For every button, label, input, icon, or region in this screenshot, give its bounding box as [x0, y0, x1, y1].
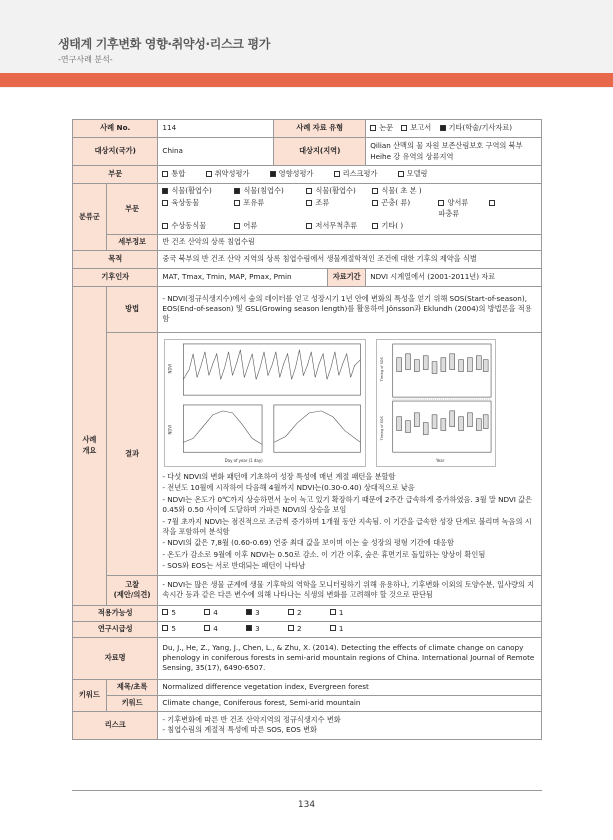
- applicability-label: 적용가능성: [73, 605, 158, 621]
- header-subtitle: -연구사례 분석-: [58, 55, 113, 64]
- keywords-label: 키워드: [73, 679, 107, 711]
- page-header: [0, 0, 613, 88]
- reference-value: Du, J., He, Z., Yang, J., Chen, L., & Zhu, X. (2014). Detecting the effects of climate change on canopy phenology in coniferous forests in semi-arid mountain regions of China. International Journal of Remote Sensing, 35(17), 6490-6507.: [158, 637, 542, 679]
- risk-value: [158, 711, 542, 739]
- ndvi-timeseries-figure: [164, 339, 366, 467]
- page-number: 134: [297, 800, 316, 810]
- keywords-value: Climate change, Coniferous forest, Semi-arid mountain: [158, 695, 542, 711]
- case-no-label: 사례 No.: [73, 120, 158, 138]
- checkbox-urg-3[interactable]: [246, 625, 252, 631]
- area-label: 대상지(지역): [274, 138, 366, 166]
- checkbox-risk[interactable]: [334, 171, 340, 177]
- period-label: 자료기간: [328, 268, 366, 286]
- data-type-options: 논문 보고서 기타(학술/기사자료): [366, 120, 542, 138]
- checkbox-fish[interactable]: [234, 223, 240, 229]
- climate-factor-value: MAT, Tmax, Tmin, MAP, Pmax, Pmin: [158, 268, 328, 286]
- checkbox-paper[interactable]: [370, 125, 376, 131]
- checkbox-plant-broadleaf-2[interactable]: [306, 188, 312, 194]
- detail-label: 세부정보: [106, 234, 158, 250]
- checkbox-app-4[interactable]: [204, 609, 210, 615]
- checkbox-urg-5[interactable]: [162, 625, 168, 631]
- result-label: 결과: [106, 332, 158, 575]
- checkbox-urg-2[interactable]: [288, 625, 294, 631]
- eos-boxes: [397, 411, 488, 435]
- taxon-label: 분류군: [73, 184, 107, 251]
- checkbox-urg-1[interactable]: [330, 625, 336, 631]
- svg-text:Timing of EOS: Timing of EOS: [380, 415, 385, 441]
- sos-boxes: [397, 354, 488, 374]
- header-title: 생태계 기후변화 영향·취약성·리스크 평가: [58, 37, 271, 51]
- result-figures: [162, 335, 537, 471]
- footer-line: [72, 790, 542, 791]
- title-keywords-value: Normalized difference vegetation index, Evergreen forest: [158, 679, 542, 695]
- checkbox-app-1[interactable]: [330, 609, 336, 615]
- risk-item: - 침엽수림의 계절적 특성에 따른 SOS, EOS 변화: [162, 725, 317, 735]
- checkbox-aquatic[interactable]: [162, 223, 168, 229]
- result-item: - 온도가 감소로 9월에 이후 NDVI는 0.50로 감소. 이 기간 이후, 숲은 휴면기로 돌입하는 양상이 확인됨: [162, 549, 486, 559]
- reference-label: 자료명: [73, 637, 158, 679]
- case-no-value: 114: [158, 120, 274, 138]
- detail-value: 반 건조 산악의 상록 침엽수림: [158, 234, 542, 250]
- result-item: - NDVI의 값은 7,8월 (0.60-0.69) 연중 최대 값을 보이며 이는 숲 성장의 평형 기간에 대응함: [162, 538, 454, 548]
- svg-text:Year: Year: [436, 457, 445, 463]
- checkbox-bird[interactable]: [306, 200, 312, 206]
- checkbox-land-animal[interactable]: [162, 200, 168, 206]
- discussion-value: - NDVI는 많은 생물 군계에 생물 기후학의 역학을 모니터링하기 위해 유용하나, 기후변화 이외의 토양수분, 일사량의 지속시간 등과 같은 다른 변수에 의해 나타나는 식생의 변화를 고려해야 할 것으로 판단됨: [158, 575, 542, 605]
- taxon-options: 식물(활엽수) 식물(침엽수) 식물(활엽수) 식물( 초 본 ) 육상동물 포유류 조류 곤충( 류) 양서류 파충류 수상동식물 어류 저서무척추류 기타( ): [158, 184, 542, 235]
- case-table: [72, 119, 542, 740]
- svg-text:NDVI: NDVI: [167, 363, 173, 374]
- title-keywords-label: 제목/초록: [106, 679, 158, 695]
- discussion-label: 고찰 (제안/의견): [106, 575, 158, 605]
- svg-text:Timing of SOS: Timing of SOS: [380, 356, 385, 382]
- applicability-options: 5 4 3 2 1: [158, 605, 542, 621]
- checkbox-insect[interactable]: [372, 200, 378, 206]
- checkbox-integrated[interactable]: [162, 171, 168, 177]
- purpose-value: 중국 북부의 반 건조 산악 지역의 상록 침엽수림에서 생물계절학적인 조건에 대한 기후의 제약을 식별: [158, 250, 542, 268]
- checkbox-app-5[interactable]: [162, 609, 168, 615]
- sector-label: 부문: [73, 166, 158, 184]
- checkbox-other[interactable]: [440, 125, 446, 131]
- country-label: 대상지(국가): [73, 138, 158, 166]
- period-value: NDVI 시계열에서 (2001-2011년) 자료: [366, 268, 542, 286]
- risk-label: 리스크: [73, 711, 158, 739]
- checkbox-amphibian[interactable]: [438, 200, 444, 206]
- checkbox-urg-4[interactable]: [204, 625, 210, 631]
- taxon-sector-label: 부문: [106, 184, 158, 235]
- svg-text:NDVI: NDVI: [167, 424, 173, 435]
- header-accent-bar: [0, 73, 613, 87]
- result-cell: [158, 332, 542, 575]
- result-item: - 전년도 10월에 시작하여 다음해 4월까지 NDVI는(0.30-0.40) 상대적으로 낮음: [162, 483, 415, 493]
- sos-eos-boxplot-figure: [376, 339, 496, 467]
- method-label: 방법: [106, 286, 158, 332]
- country-value: China: [158, 138, 274, 166]
- checkbox-plant-herb[interactable]: [372, 188, 378, 194]
- method-value: - NDVI(정규식생지수)에서 숲의 데이터를 얻고 성장시기 1년 안에 변화의 특성을 얻기 위해 SOS(Start-of-season), EOS(End-of-season) 및 GSL(Growing season length)를 활용하여 Jönsson과 Eklundh (2004)의 방법론을 적용함: [158, 286, 542, 332]
- checkbox-plant-conifer[interactable]: [234, 188, 240, 194]
- checkbox-report[interactable]: [401, 125, 407, 131]
- checkbox-other-taxon[interactable]: [372, 223, 378, 229]
- result-item: - 7월 초까지 NDVI는 점진적으로 조금씩 증가하며 1개월 동안 지속됨. 이 기간을 급속한 성장 단계로 불리며 녹음의 시작을 포함하여 분석함: [162, 516, 532, 536]
- sector-options: 통합 취약성평가 영향성평가 리스크평가 모델링: [158, 166, 542, 184]
- checkbox-app-2[interactable]: [288, 609, 294, 615]
- purpose-label: 목적: [73, 250, 158, 268]
- checkbox-plant-broadleaf[interactable]: [162, 188, 168, 194]
- result-item: - 다섯 NDVI의 변화 패턴에 기초하여 성장 특성에 매년 계절 패턴을 분할함: [162, 471, 396, 481]
- risk-item: - 기후변화에 따른 반 건조 산악지역의 정규식생지수 변화: [162, 714, 341, 724]
- checkbox-vulnerability[interactable]: [206, 171, 212, 177]
- climate-factor-label: 기후인자: [73, 268, 158, 286]
- checkbox-mammal[interactable]: [234, 200, 240, 206]
- area-value: Qilian 산맥의 물 자원 보존산림보호 구역의 북부 Heihe 강 유역의 상류지역: [366, 138, 542, 166]
- urgency-label: 연구시급성: [73, 621, 158, 637]
- svg-text:Day of year (1 day): Day of year (1 day): [225, 457, 264, 463]
- checkbox-modeling[interactable]: [398, 171, 404, 177]
- overview-label: 사례 개요: [73, 286, 107, 605]
- result-item: - SOS와 EOS는 서로 반대되는 패턴이 나타남: [162, 561, 306, 571]
- result-item: - NDVI는 온도가 0℃까지 상승하면서 눈이 녹고 있기 확장하기 때문에 2주간 급속하게 증가하였음. 3월 말 NDVI 값은 0.45와 0.50 사이에 도달하며 가파른 NDVI의 상승을 보임: [162, 494, 533, 515]
- urgency-options: 5 4 3 2 1: [158, 621, 542, 637]
- checkbox-reptile[interactable]: [489, 200, 495, 206]
- data-type-label: 사례 자료 유형: [274, 120, 366, 138]
- keywords-sub-label: 키워드: [106, 695, 158, 711]
- checkbox-benthic[interactable]: [306, 223, 312, 229]
- checkbox-app-3[interactable]: [246, 609, 252, 615]
- result-list: [162, 472, 537, 572]
- checkbox-impact[interactable]: [270, 171, 276, 177]
